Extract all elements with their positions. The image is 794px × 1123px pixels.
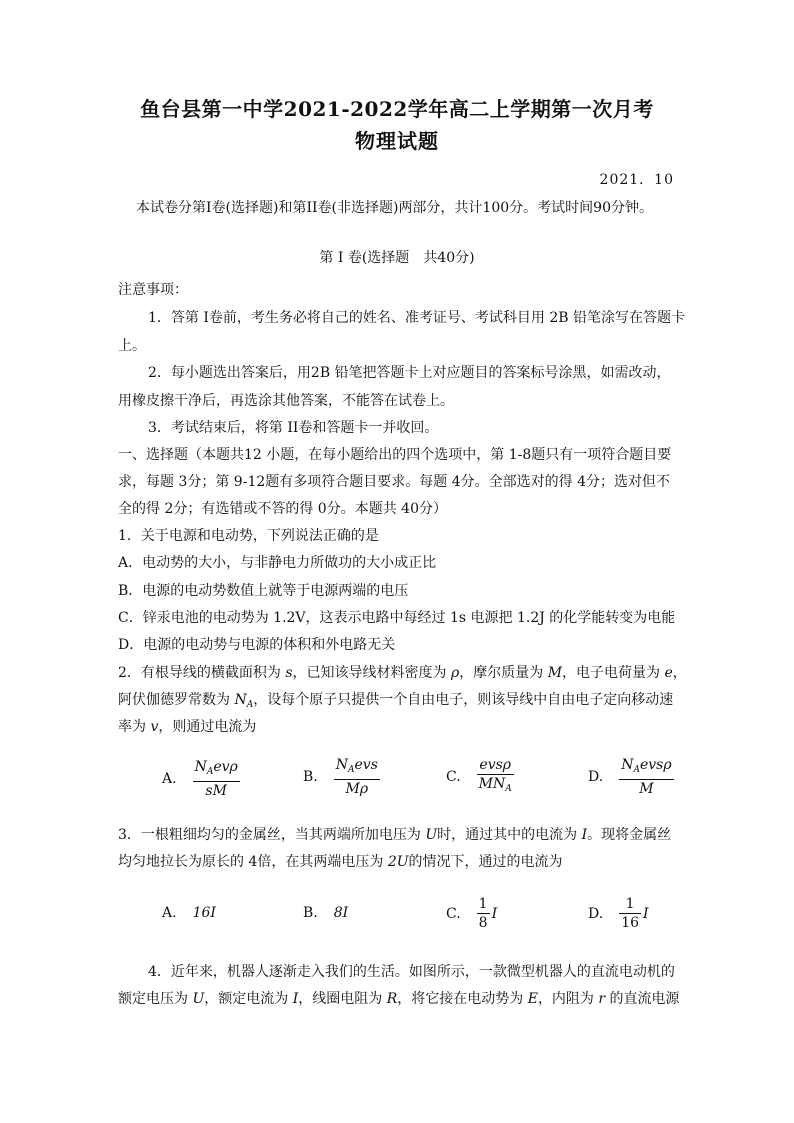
var-e: e bbox=[664, 665, 673, 681]
notice-2a: 2．每小题选出答案后，用2B 铅笔把答题卡上对应题目的答案标号涂黑，如需改动， bbox=[148, 365, 671, 381]
q3-option-b: B. 8I bbox=[303, 905, 349, 921]
exam-date: 2021．10 bbox=[599, 172, 674, 188]
q2-option-d-fraction: $\frac{N_Aevs\rho}{M}$ bbox=[621, 757, 672, 797]
q2-stem-line1: 2．有根导线的横截面积为 s，已知该导线材料密度为 ρ，摩尔质量为 M，电子电荷量为 e， bbox=[118, 665, 687, 681]
var-s: s bbox=[285, 665, 293, 681]
var-2U: 2U bbox=[387, 854, 409, 870]
var-v: v bbox=[150, 719, 159, 735]
exam-intro: 本试卷分第I卷(选择题)和第II卷(非选择题)两部分，共计100分。考试时间90分钟。 bbox=[136, 200, 653, 216]
var-NA: N bbox=[234, 692, 247, 708]
q3-option-d: D. $\frac{1}{16}$ I bbox=[588, 896, 649, 931]
q3-stem-line1: 3．一根粗细均匀的金属丝，当其两端所加电压为 U时，通过其中的电流为 I。现将金属丝 bbox=[118, 827, 672, 843]
q3-option-c: C. $\frac{1}{8}$ I bbox=[446, 896, 498, 931]
var-I: I bbox=[581, 827, 588, 843]
q2-option-b-fraction: $\frac{N_Aevs}{M\rho}$ bbox=[335, 757, 378, 797]
part-title-1: 一、选择题（本题共12 小题，在每小题给出的四个选项中，第 1-8题只有一项符合题目要 bbox=[118, 447, 672, 463]
var-M: M bbox=[547, 665, 563, 681]
part-title-2: 求，每题 3分；第 9-12题有多项符合题目要求。每题 4分。全部选对的得 4分；选对但不 bbox=[118, 474, 670, 490]
q1-option-c: C．锌汞电池的电动势为 1.2V，这表示电路中每经过 1s 电源把 1.2J 的化学能转变为电能 bbox=[118, 610, 676, 626]
q2-stem-line2: 阿伏伽德罗常数为 $N_A$，设每个原子只提供一个自由电子，则该导线中自由电子定向移动速 bbox=[118, 692, 674, 710]
part-title-3: 全的得 2分；有选错或不答的得 0分。本题共 40分） bbox=[118, 501, 447, 517]
var-U: U bbox=[425, 827, 438, 843]
q2-stem-line3: 率为 v，则通过电流为 bbox=[118, 719, 257, 735]
q1-option-b: B．电源的电动势数值上就等于电源两端的电压 bbox=[118, 583, 409, 599]
q2-option-c: C. $\frac{\text{evsρ}}{MN_A}$ bbox=[446, 756, 514, 798]
q1-option-a: A．电动势的大小，与非静电力所做功的大小成正比 bbox=[118, 555, 437, 571]
section-heading: 第 I 卷(选择题 共40分) bbox=[319, 250, 475, 266]
q3-stem-line2: 均匀地拉长为原长的 4倍，在其两端电压为 2U的情况下，通过的电流为 bbox=[118, 854, 563, 870]
exam-title-line1: 鱼台县第一中学2021-2022学年高二上学期第一次月考 bbox=[140, 97, 654, 121]
notice-title: 注意事项： bbox=[118, 282, 188, 298]
q2-option-b: B. $\frac{N_Aevs}{M\rho}$ bbox=[303, 757, 378, 797]
exam-title-line2: 物理试题 bbox=[355, 129, 439, 153]
q2-option-a-fraction: $\frac{N_Aev\rho}{sM}$ bbox=[194, 759, 238, 799]
q3-option-d-fraction: $\frac{1}{16}$ bbox=[621, 896, 640, 931]
q1-stem: 1．关于电源和电动势，下列说法正确的是 bbox=[118, 528, 379, 544]
var-rho: ρ bbox=[451, 665, 460, 681]
q2-option-d: D. $\frac{N_Aevs\rho}{M}$ bbox=[588, 757, 672, 797]
notice-3: 3．考试结束后，将第 II卷和答题卡一并收回。 bbox=[148, 420, 439, 436]
q2-option-a: A. $\frac{N_Aev\rho}{sM}$ bbox=[162, 759, 238, 799]
notice-1a: 1．答第 I卷前，考生务必将自己的姓名、准考证号、考试科目用 2B 铅笔涂写在答题卡 bbox=[148, 310, 685, 326]
notice-1b: 上。 bbox=[118, 338, 146, 354]
q4-stem-line1: 4．近年来，机器人逐渐走入我们的生活。如图所示，一款微型机器人的直流电动机的 bbox=[148, 964, 675, 980]
q4-stem-line2: 额定电压为 U，额定电流为 I，线圈电阻为 R，将它接在电动势为 E，内阻为 r 的直流电源 bbox=[118, 991, 680, 1007]
notice-2b: 用橡皮擦干净后，再选涂其他答案，不能答在试卷上。 bbox=[118, 393, 454, 409]
q3-option-c-fraction: $\frac{1}{8}$ bbox=[478, 896, 488, 931]
q3-option-a: A. 16I bbox=[162, 905, 216, 921]
q1-option-d: D．电源的电动势与电源的体积和外电路无关 bbox=[118, 637, 396, 653]
q2-option-c-fraction: $\frac{\text{evsρ}}{MN_A}$ bbox=[478, 757, 512, 794]
